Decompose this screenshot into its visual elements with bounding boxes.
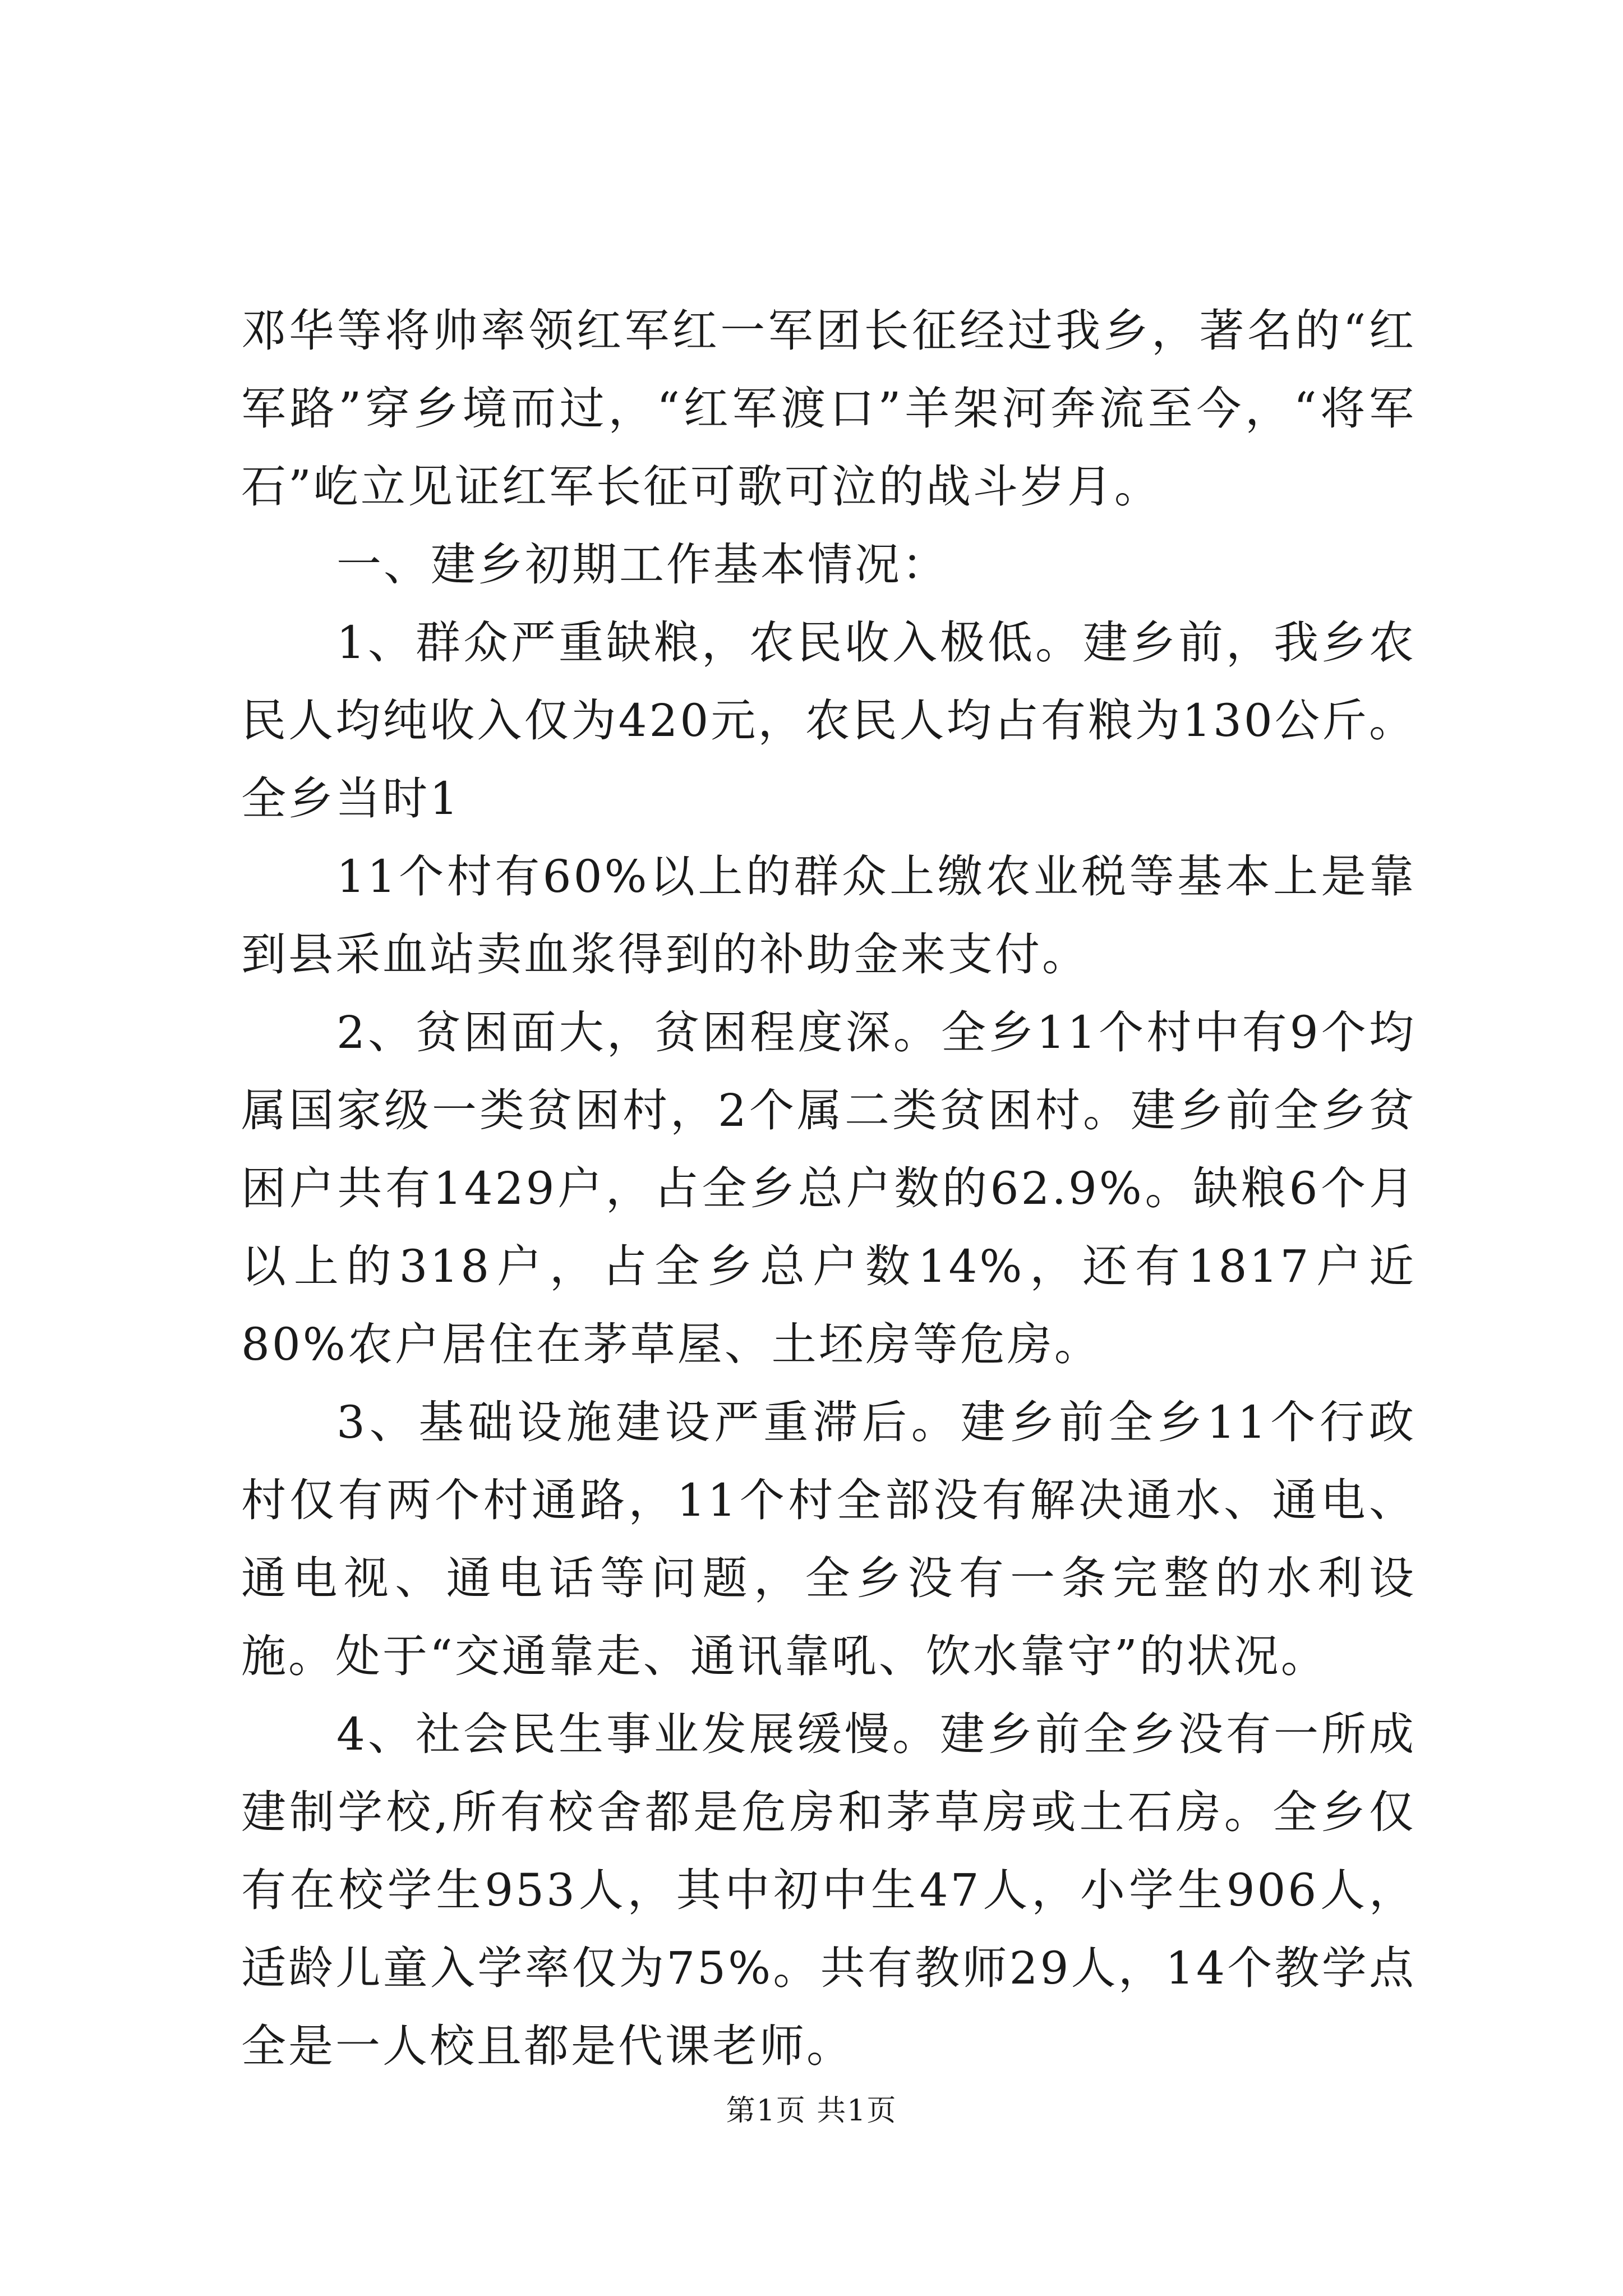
page-footer: 第1页 共1页 <box>726 2094 897 2128</box>
section-heading-1: 一、建乡初期工作基本情况： <box>336 539 949 591</box>
paragraph-item-3: 3、基础设施建设严重滞后。建乡前全乡11个行政村仅有两个村通路，11个村全部没有解决通水、通电、通电视、通电话等问题，全乡没有一条完整的水利设施。处于“交通靠走、通讯靠吼、饮水靠守”的状况。 <box>241 1396 1416 1682</box>
paragraph-1: 邓华等将帅率领红军红一军团长征经过我乡，著名的“红军路”穿乡境而过，“红军渡口”羊架河奔流至今，“将军石”屹立见证红军长征可歌可泣的战斗岁月。 <box>241 305 1416 513</box>
paragraph-item-1: 1、群众严重缺粮，农民收入极低。建乡前，我乡农民人均纯收入仅为420元，农民人均占有粮为130公斤。全乡当时1 <box>241 616 1416 825</box>
document-body <box>241 292 1416 2085</box>
paragraph-item-4: 4、社会民生事业发展缓慢。建乡前全乡没有一所成建制学校,所有校舍都是危房和茅草房或土石房。全乡仅有在校学生953人，其中初中生47人，小学生906人，适龄儿童入学率仅为75%。共有教师29人，14个教学点全是一人校且都是代课老师。 <box>241 1708 1416 2072</box>
paragraph-item-2: 2、贫困面大，贫困程度深。全乡11个村中有9个均属国家级一类贫困村，2个属二类贫困村。建乡前全乡贫困户共有1429户，占全乡总户数的62.9%。缺粮6个月以上的318户，占全乡总户数14%，还有1817户近80%农户居住在茅草屋、土坯房等危房。 <box>241 1006 1416 1370</box>
paragraph-item-1-continued: 11个村有60%以上的群众上缴农业税等基本上是靠到县采血站卖血浆得到的补助金来支付。 <box>241 850 1416 981</box>
